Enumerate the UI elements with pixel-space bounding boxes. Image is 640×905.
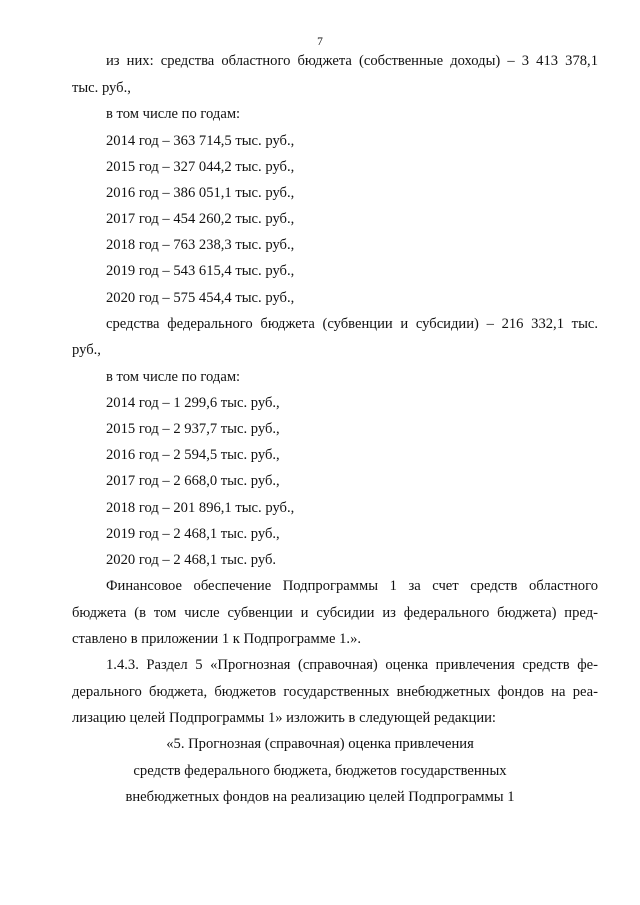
text-line: 2015 год – 2 937,7 тыс. руб.,	[106, 421, 280, 437]
text-line: 2016 год – 386 051,1 тыс. руб.,	[106, 185, 295, 201]
text-line: 2015 год – 327 044,2 тыс. руб.,	[106, 159, 295, 175]
page-number: 7	[317, 36, 323, 48]
text-line: в том числе по годам:	[106, 106, 241, 122]
text-line: 2016 год – 2 594,5 тыс. руб.,	[106, 447, 280, 463]
text-line: 2020 год – 575 454,4 тыс. руб.,	[106, 290, 295, 306]
text-line: 2019 год – 2 468,1 тыс. руб.,	[106, 526, 280, 542]
text-line: 2014 год – 1 299,6 тыс. руб.,	[106, 395, 280, 411]
text-line: 2019 год – 543 615,4 тыс. руб.,	[106, 263, 295, 279]
section-heading-line: внебюджетных фондов на реализацию целей Подпрограммы 1	[125, 789, 515, 805]
text-line: из них: средства областного бюджета (собственные доходы) – 3 413 378,1	[106, 53, 598, 69]
section-heading-line: средств федерального бюджета, бюджетов государственных	[133, 763, 507, 779]
text-line: 2020 год – 2 468,1 тыс. руб.	[106, 552, 277, 568]
text-line: бюджета (в том числе субвенции и субсидии из федерального бюджета) пред-	[72, 605, 598, 621]
text-line: лизацию целей Подпрограммы 1» изложить в следующей редакции:	[72, 710, 496, 726]
text-line: руб.,	[72, 342, 101, 358]
text-line: в том числе по годам:	[106, 369, 241, 385]
text-line: 2017 год – 454 260,2 тыс. руб.,	[106, 211, 295, 227]
text-line: 1.4.3. Раздел 5 «Прогнозная (справочная) оценка привлечения средств фе-	[106, 657, 598, 673]
text-line: 2017 год – 2 668,0 тыс. руб.,	[106, 473, 280, 489]
text-line: Финансовое обеспечение Подпрограммы 1 за счет средств областного	[106, 578, 598, 594]
text-line: дерального бюджета, бюджетов государственных внебюджетных фондов на реа-	[72, 684, 598, 700]
text-line: ставлено в приложении 1 к Подпрограмме 1.».	[72, 631, 362, 647]
section-heading-line: «5. Прогнозная (справочная) оценка привлечения	[166, 736, 474, 752]
text-line: 2014 год – 363 714,5 тыс. руб.,	[106, 133, 295, 149]
text-line: средства федерального бюджета (субвенции и субсидии) – 216 332,1 тыс.	[106, 316, 598, 332]
text-line: тыс. руб.,	[72, 80, 131, 96]
text-line: 2018 год – 763 238,3 тыс. руб.,	[106, 237, 295, 253]
text-line: 2018 год – 201 896,1 тыс. руб.,	[106, 500, 295, 516]
